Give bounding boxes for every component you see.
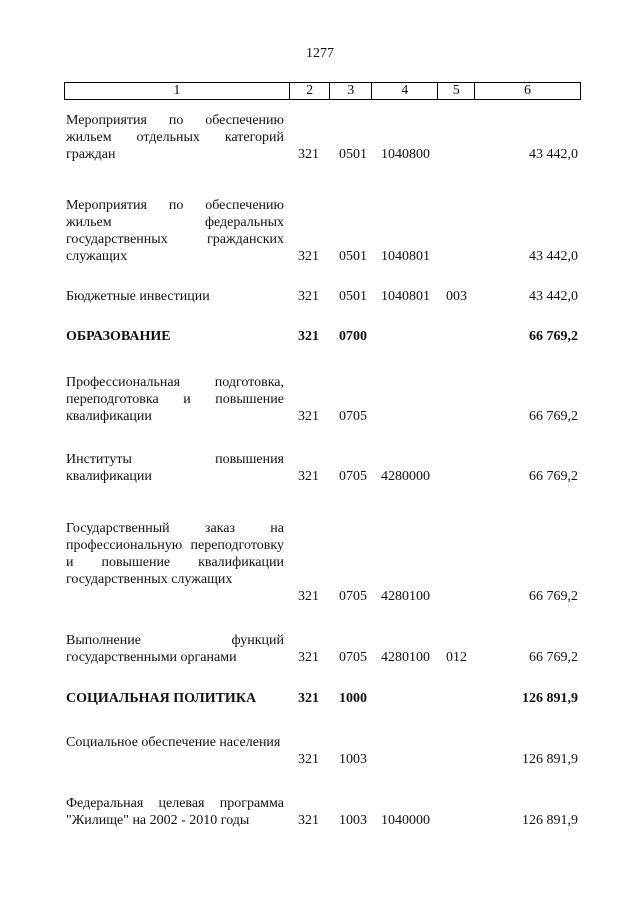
row-amount: 43 442,0 [529, 249, 578, 264]
table-header [64, 82, 581, 100]
row-amount: 126 891,9 [522, 691, 578, 706]
row-name: Выполнение функций государственными органами [66, 633, 284, 665]
header-col-3: 3 [330, 83, 372, 99]
table-row [0, 734, 640, 768]
row-section-code: 0501 [339, 249, 367, 264]
row-section-code: 0705 [339, 589, 367, 604]
table-row-section [0, 690, 640, 707]
row-amount: 43 442,0 [529, 147, 578, 162]
row-amount: 66 769,2 [529, 589, 578, 604]
row-section-code: 0705 [339, 469, 367, 484]
row-name: ОБРАЗОВАНИЕ [66, 329, 171, 344]
row-section-code: 1003 [339, 752, 367, 767]
row-article-code: 1040000 [381, 813, 430, 828]
row-section-code: 0700 [339, 329, 367, 344]
row-admin-code: 321 [298, 589, 319, 604]
row-amount: 43 442,0 [529, 289, 578, 304]
row-article-code: 1040801 [381, 249, 430, 264]
header-col-1: 1 [65, 83, 290, 99]
table-row [0, 451, 640, 485]
row-section-code: 0501 [339, 289, 367, 304]
row-name: Бюджетные инвестиции [66, 289, 210, 304]
row-amount: 126 891,9 [522, 752, 578, 767]
header-col-4: 4 [372, 83, 438, 99]
row-admin-code: 321 [298, 650, 319, 665]
row-section-code: 0501 [339, 147, 367, 162]
row-name: Федеральная целевая программа "Жилище" на 2002 - 2010 годы [66, 796, 284, 828]
row-admin-code: 321 [298, 409, 319, 424]
page-number: 1277 [306, 46, 334, 61]
row-expense-type: 012 [446, 650, 467, 665]
row-admin-code: 321 [298, 691, 319, 706]
row-name: Государственный заказ на профессиональную переподготовку и повышение квалификации государственных служащих [66, 521, 284, 587]
row-amount: 66 769,2 [529, 650, 578, 665]
row-article-code: 1040800 [381, 147, 430, 162]
row-name: Мероприятия по обеспечению жильем отдельных категорий граждан [66, 113, 284, 162]
row-admin-code: 321 [298, 752, 319, 767]
row-admin-code: 321 [298, 249, 319, 264]
row-name: Социальное обеспечение населения [66, 735, 281, 750]
row-name: Институты повышения квалификации [66, 452, 284, 484]
row-section-code: 1000 [339, 691, 367, 706]
table-row [0, 288, 640, 305]
row-amount: 126 891,9 [522, 813, 578, 828]
row-name: Мероприятия по обеспечению жильем федеральных государственных гражданских служащих [66, 198, 284, 264]
table-row [0, 112, 640, 163]
table-row [0, 197, 640, 265]
table-row [0, 795, 640, 829]
row-section-code: 0705 [339, 409, 367, 424]
row-admin-code: 321 [298, 469, 319, 484]
row-name: Профессиональная подготовка, переподготовка и повышение квалификации [66, 375, 284, 424]
row-section-code: 0705 [339, 650, 367, 665]
table-row [0, 520, 640, 605]
row-section-code: 1003 [339, 813, 367, 828]
row-admin-code: 321 [298, 147, 319, 162]
header-col-5: 5 [438, 83, 475, 99]
row-expense-type: 003 [446, 289, 467, 304]
row-name: СОЦИАЛЬНАЯ ПОЛИТИКА [66, 691, 257, 706]
table-row-section [0, 328, 640, 345]
table-row [0, 632, 640, 666]
row-admin-code: 321 [298, 813, 319, 828]
row-admin-code: 321 [298, 289, 319, 304]
row-amount: 66 769,2 [529, 329, 578, 344]
table-row [0, 374, 640, 425]
row-article-code: 1040801 [381, 289, 430, 304]
row-article-code: 4280100 [381, 589, 430, 604]
header-col-2: 2 [290, 83, 331, 99]
row-article-code: 4280100 [381, 650, 430, 665]
row-admin-code: 321 [298, 329, 319, 344]
row-article-code: 4280000 [381, 469, 430, 484]
row-amount: 66 769,2 [529, 469, 578, 484]
header-col-6: 6 [524, 83, 532, 98]
row-amount: 66 769,2 [529, 409, 578, 424]
